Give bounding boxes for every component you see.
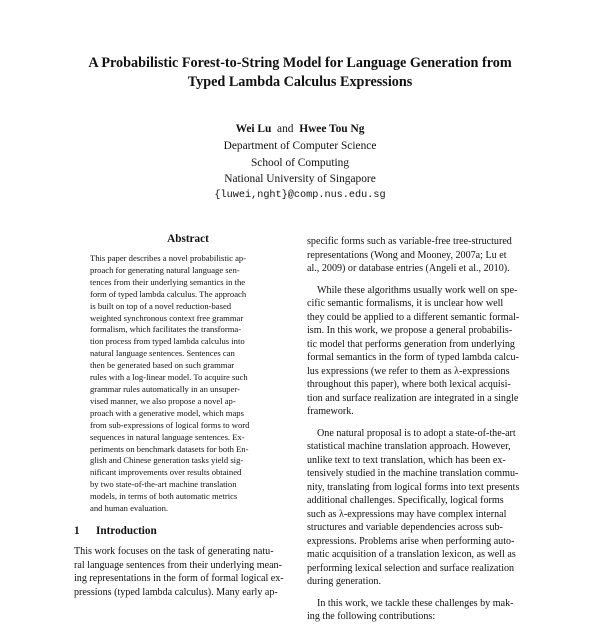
abstract-line: by two state-of-the-art machine translation [90, 479, 237, 490]
body-line: al., 2009) or database entries (Angeli et al., 2010). [307, 263, 510, 274]
author-names [100, 121, 500, 138]
abstract-line: rules with a log-linear model. To acquire such [90, 372, 248, 383]
body-line: additional challenges. Specifically, logical forms [307, 495, 504, 506]
paragraph-3 [307, 427, 541, 589]
body-line: tic model that performs generation from underlying [307, 338, 515, 350]
body-line: representations (Wong and Mooney, 2007a; Lu et [307, 249, 507, 261]
abstract-line: formalism, which facilitates the transforma- [90, 324, 242, 335]
abstract-line: glish and Chinese generation tasks yield sig- [90, 455, 244, 466]
body-line: expressions. Problems arise when performing auto- [307, 535, 515, 547]
abstract-body [90, 253, 290, 515]
body-line: matic acquisition of a translation lexicon, as well as [307, 549, 516, 560]
abstract-line: grammar rules automatically in an unsuper- [90, 383, 240, 394]
abstract-heading: Abstract [167, 233, 209, 245]
affiliation-dept: Department of Computer Science [223, 139, 377, 152]
paper-title [60, 54, 540, 92]
section-number: 1 [74, 525, 80, 537]
body-line: unlike text to text translation, which has been ex- [307, 454, 506, 466]
author-email: {luwei,nght}@comp.nus.edu.sg [214, 190, 386, 202]
author-block [100, 121, 500, 205]
body-line: nity, translating from logical forms into text presents [307, 481, 520, 493]
author-1: Wei Lu [235, 123, 272, 135]
abstract-line: is built on top of a novel reduction-based [90, 300, 232, 311]
abstract-line: vised manner, we also propose a novel ap- [90, 395, 236, 406]
paragraph-2 [307, 284, 541, 419]
author-conj: and [277, 123, 294, 135]
introduction-body [74, 545, 308, 599]
abstract-line: weighted synchronous context free grammar [90, 312, 244, 323]
body-line: tion and surface realization are integrated in a single [307, 392, 519, 404]
affiliation-school: School of Computing [250, 156, 350, 169]
body-line: ing the following contributions: [307, 611, 436, 622]
intro-line: ing representations in the form of formal logical ex- [74, 573, 284, 584]
abstract-line: tences from their underlying semantics in the [90, 276, 246, 287]
abstract-line: nificant improvements over results obtained [90, 467, 242, 478]
abstract-line: models, in terms of both automatic metrics [90, 491, 238, 502]
body-line: such as λ-expressions may have complex internal [307, 508, 507, 520]
title-line-1: A Probabilistic Forest-to-String Model for Language Generation from [88, 55, 512, 71]
body-line: ism. In this work, we propose a general probabilis- [307, 325, 513, 336]
abstract-line: then be generated based on such grammar [90, 360, 235, 371]
right-column [307, 235, 541, 624]
body-line: cific semantic formalisms, it is unclear how well [307, 298, 504, 309]
section-heading-introduction [74, 525, 157, 537]
body-line: structures and variable dependencies across sub- [307, 522, 503, 533]
body-line: While these algorithms usually work well on spe- [317, 284, 518, 296]
body-line: during generation. [307, 576, 381, 587]
body-line: lus expressions (we refer to them as λ-expressions [307, 365, 510, 377]
abstract-line: proach with a generative model, which maps [90, 407, 244, 418]
intro-line: ral language sentences from their underlying mean- [74, 559, 282, 571]
body-line: statistical machine translation approach. However, [307, 441, 511, 452]
intro-line: pressions (typed lambda calculus). Many early ap- [74, 586, 278, 598]
body-line: tensively studied in the machine translation commu- [307, 468, 519, 479]
abstract-line: natural language sentences. Sentences can [90, 348, 235, 359]
title-line-2: Typed Lambda Calculus Expressions [187, 74, 413, 90]
abstract-line: form of typed lambda calculus. The approach [90, 288, 247, 299]
body-line: they could be applied to a different semantic formal- [307, 311, 520, 323]
body-line: formal semantics in the form of typed lambda calcu- [307, 352, 519, 363]
paragraph-1 [307, 235, 541, 276]
author-2: Hwee Tou Ng [299, 123, 365, 135]
abstract-line: from sub-expressions of logical forms to word [90, 419, 250, 430]
intro-line: This work focuses on the task of generating natu- [74, 546, 274, 557]
paragraph-4 [307, 597, 541, 624]
body-line: performing lexical selection and surface realization [307, 562, 515, 574]
body-line: specific forms such as variable-free tree-structured [307, 236, 512, 247]
abstract-line: and human evaluation. [90, 503, 169, 514]
section-title: Introduction [96, 525, 157, 537]
abstract-line: tion process from typed lambda calculus into [90, 336, 245, 347]
body-line: In this work, we tackle these challenges by mak- [317, 597, 514, 609]
body-line: One natural proposal is to adopt a state-of-the-art [317, 427, 516, 439]
abstract-line: This paper describes a novel probabilistic ap- [90, 253, 247, 263]
abstract-line: proach for generating natural language sen- [90, 264, 240, 275]
body-line: framework. [307, 406, 354, 417]
body-line: throughout this paper), where both lexical acquisi- [307, 379, 511, 390]
affiliation-univ: National University of Singapore [224, 173, 376, 186]
abstract-line: periments on benchmark datasets for both En- [90, 443, 249, 454]
abstract-line: sequences in natural language sentences. Ex- [90, 431, 245, 442]
